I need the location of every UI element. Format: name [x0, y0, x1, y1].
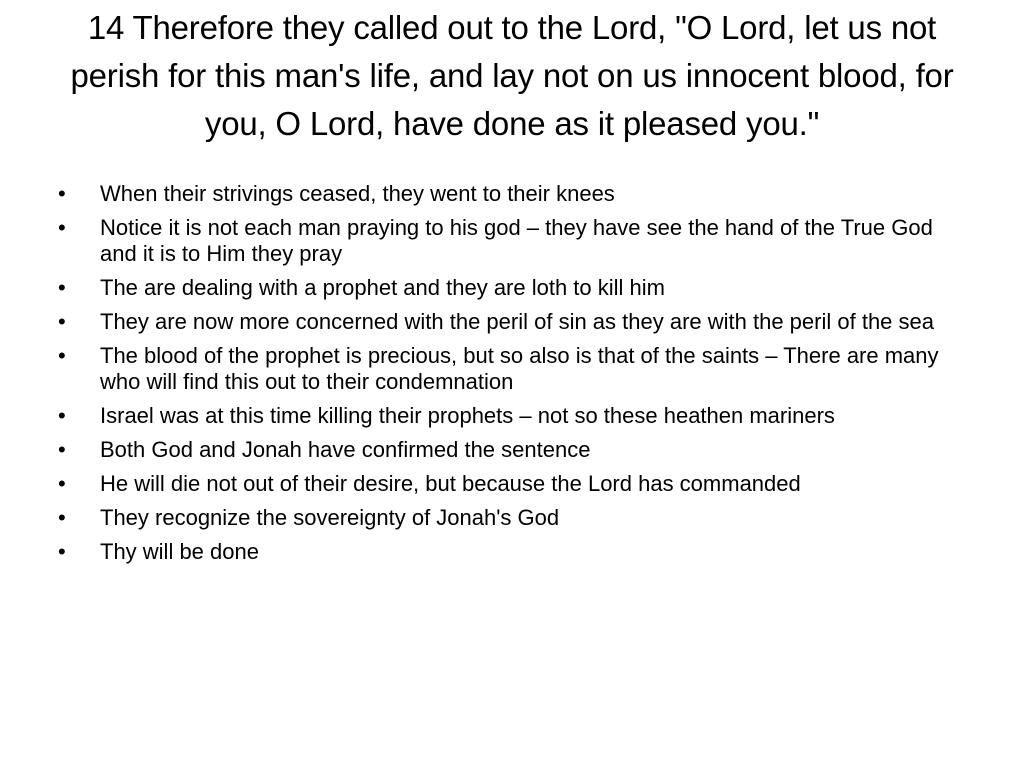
bullet-text: When their strivings ceased, they went to their knees	[100, 181, 615, 206]
bullet-icon: •	[58, 343, 66, 368]
bullet-text: The are dealing with a prophet and they are loth to kill him	[100, 275, 665, 300]
list-item	[58, 275, 958, 301]
bullet-text: Israel was at this time killing their prophets – not so these heathen mariners	[100, 403, 835, 428]
list-item	[58, 505, 958, 531]
bullet-text: The blood of the prophet is precious, but so also is that of the saints – There are many who will find this out to their condemnation	[100, 343, 939, 394]
bullet-text: They are now more concerned with the peril of sin as they are with the peril of the sea	[100, 309, 934, 334]
bullet-icon: •	[58, 539, 66, 564]
list-item	[58, 215, 958, 267]
bullet-icon: •	[58, 437, 66, 462]
bullet-text: They recognize the sovereignty of Jonah's God	[100, 505, 560, 530]
list-item	[58, 343, 958, 395]
list-item	[58, 437, 958, 463]
bullet-text: Notice it is not each man praying to his god – they have see the hand of the True God and it is to Him they pray	[100, 215, 933, 266]
bullet-icon: •	[58, 505, 66, 530]
bullet-list	[58, 181, 958, 573]
list-item	[58, 471, 958, 497]
list-item	[58, 539, 958, 565]
bullet-icon: •	[58, 309, 66, 334]
bullet-icon: •	[58, 403, 66, 428]
bullet-icon: •	[58, 215, 66, 240]
bullet-icon: •	[58, 275, 66, 300]
bullet-text: Both God and Jonah have confirmed the sentence	[100, 437, 591, 462]
bullet-icon: •	[58, 471, 66, 496]
list-item	[58, 403, 958, 429]
slide-title: 14 Therefore they called out to the Lord, "O Lord, let us not perish for this man's life, and lay not on us innocent blood, for you, O Lord, have done as it pleased you."	[70, 9, 954, 142]
bullet-text: He will die not out of their desire, but because the Lord has commanded	[100, 471, 801, 496]
bullet-text: Thy will be done	[100, 539, 259, 564]
list-item	[58, 181, 958, 207]
bullet-icon: •	[58, 181, 66, 206]
list-item	[58, 309, 958, 335]
